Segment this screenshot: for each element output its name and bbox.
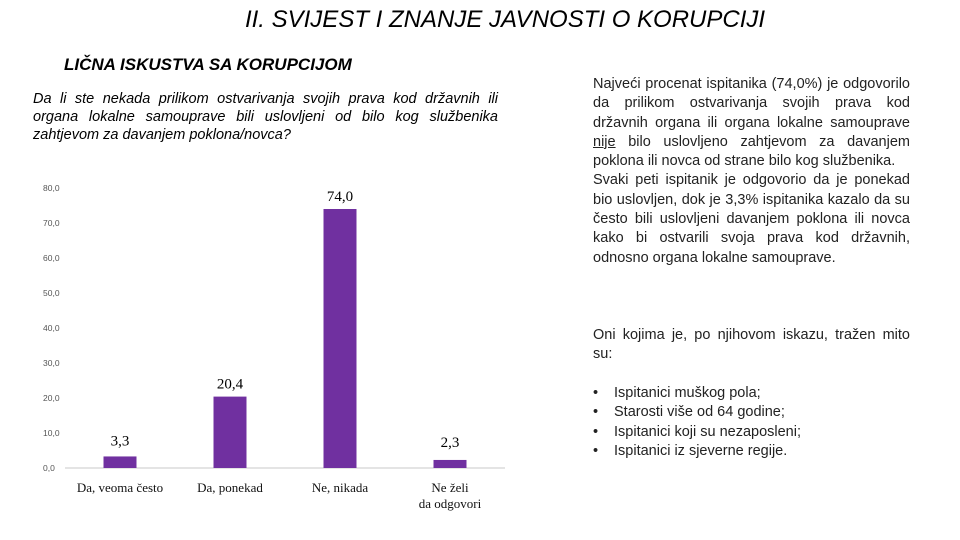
y-tick-label: 80,0 xyxy=(43,183,60,193)
y-tick-label: 0,0 xyxy=(43,463,55,473)
list-item: • Ispitanici iz sjeverne regije. xyxy=(593,442,801,461)
findings-text-end: bilo uslovljeno zahtjevom za davanjem poklona ili novca od strane bilo kog službenika. xyxy=(593,133,910,170)
list-item: • Ispitanici koji su nezaposleni; xyxy=(593,423,801,442)
findings-text-start: Najveći procenat ispitanika (74,0%) je odgovorilo da prilikom ostvarivanja svojih prava kod državnih organa ili organa lokalne samouprave xyxy=(593,76,910,131)
data-label: 74,0 xyxy=(326,189,354,205)
bar xyxy=(104,456,137,468)
bar xyxy=(324,209,357,468)
section-subtitle: LIČNA ISKUSTVA SA KORUPCIJOM xyxy=(64,55,352,74)
y-tick-label: 20,0 xyxy=(43,393,60,403)
y-tick-label: 70,0 xyxy=(43,218,60,228)
survey-question: Da li ste nekada prilikom ostvarivanja svojih prava kod državnih ili organa lokalne samouprave bili uslovljeni od bilo kog službenika zahtjevom za davanjem poklona/novca? xyxy=(33,91,498,143)
findings-emphasis: nije xyxy=(593,133,616,150)
data-label: 3,3 xyxy=(110,433,130,450)
y-tick-label: 10,0 xyxy=(43,428,60,438)
findings-second-paragraph: Svaki peti ispitanik je odgovorio da je ponekad bio uslovljen, dok je 3,3% ispitanika kazalo da su često bili uslovljeni davanjem poklona ili novca kako bi ostvarili svoja prava kod državnih, odnosno organa lokalne samouprave. xyxy=(593,172,910,266)
x-tick-label: Ne, nikada xyxy=(311,480,369,495)
x-tick-label: Da, veoma često xyxy=(76,480,164,495)
y-tick-label: 50,0 xyxy=(43,288,60,298)
list-item: • Starosti više od 64 godine; xyxy=(593,403,801,422)
bribe-intro-paragraph: Oni kojima je, po njihovom iskazu, tražen mito su: xyxy=(593,327,910,363)
data-label: 20,4 xyxy=(216,376,244,393)
bar-chart xyxy=(0,170,560,520)
bar xyxy=(214,397,247,468)
respondent-groups-list xyxy=(593,384,801,461)
bar xyxy=(434,460,467,468)
x-tick-label: Da, ponekad xyxy=(197,480,263,495)
data-label: 2,3 xyxy=(440,434,460,451)
x-tick-label: da odgovori xyxy=(418,496,482,511)
page-title: II. SVIJEST I ZNANJE JAVNOSTI O KORUPCIJI xyxy=(244,6,766,33)
x-tick-label: Ne želi xyxy=(431,480,469,495)
y-tick-label: 30,0 xyxy=(43,358,60,368)
list-item: • Ispitanici muškog pola; xyxy=(593,384,801,403)
findings-paragraph xyxy=(593,75,910,268)
y-tick-label: 60,0 xyxy=(43,253,60,263)
y-tick-label: 40,0 xyxy=(43,323,60,333)
